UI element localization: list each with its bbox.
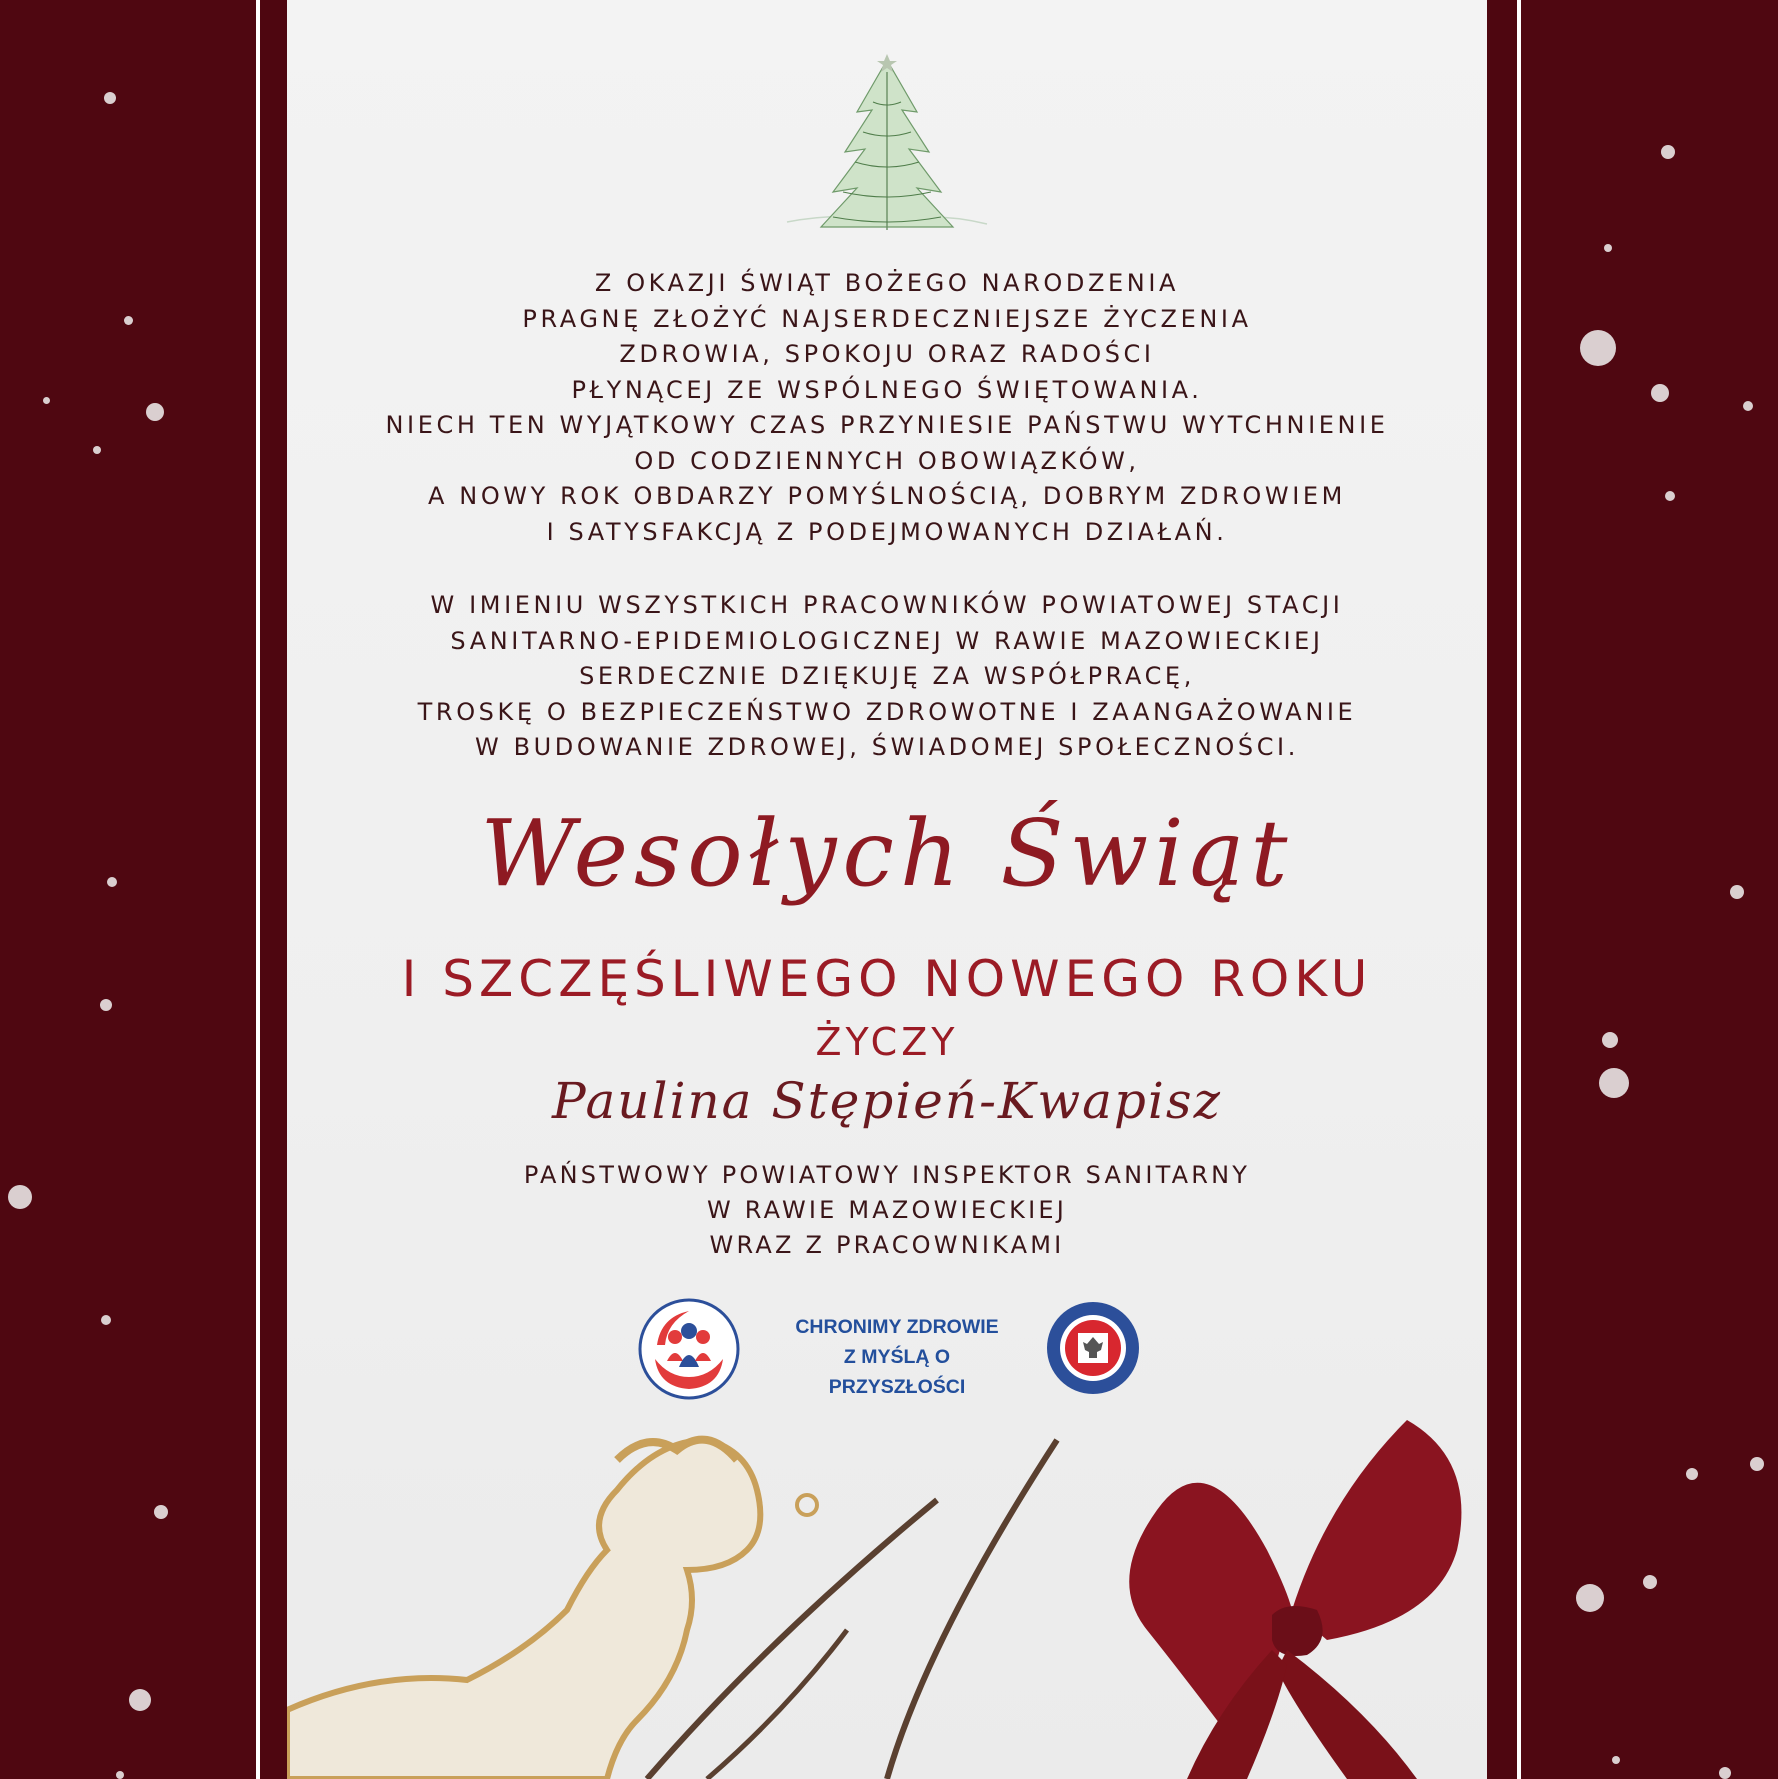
greeting-line: Z OKAZJI ŚWIĄT BOŻEGO NARODZENIA xyxy=(594,269,1180,297)
greeting-line: W BUDOWANIE ZDROWEJ, ŚWIADOMEJ SPOŁECZNOŚCI. xyxy=(475,733,1299,761)
velvet-bow-icon xyxy=(1129,1420,1461,1779)
greeting-line: SANITARNO-EPIDEMIOLOGICZNEJ W RAWIE MAZOWIECKIEJ xyxy=(450,626,1324,655)
greeting-line: I SATYSFAKCJĄ Z PODEJMOWANYCH DZIAŁAŃ. xyxy=(546,517,1228,546)
signature-title xyxy=(287,1158,1487,1263)
slogan-line: Z MYŚLĄ O PRZYSZŁOŚCI xyxy=(828,1346,966,1398)
greeting-line: OD CODZIENNYCH OBOWIĄZKÓW, xyxy=(634,446,1140,475)
greeting-paragraph-1 xyxy=(287,266,1487,550)
snowflake xyxy=(1599,1068,1629,1098)
snowflake xyxy=(1719,1767,1731,1779)
greeting-line: TROSKĘ O BEZPIECZEŃSTWO ZDROWOTNE I ZAANGAŻOWANIE xyxy=(417,697,1357,726)
snowflake xyxy=(100,999,112,1011)
frame-line-right xyxy=(1517,0,1521,1779)
snowflake xyxy=(1612,1756,1620,1764)
decorations xyxy=(287,1380,1487,1779)
snowflake xyxy=(154,1505,168,1519)
snowflake xyxy=(104,92,116,104)
snowflake xyxy=(1661,145,1675,159)
greeting-card xyxy=(287,0,1487,1779)
greeting-line: PŁYNĄCEJ ZE WSPÓLNEGO ŚWIĘTOWANIA. xyxy=(571,375,1203,404)
snowflake xyxy=(1602,1032,1618,1048)
snowflake xyxy=(1750,1457,1764,1471)
signature-name: Paulina Stępień-Kwapisz xyxy=(552,1072,1222,1130)
snowflake xyxy=(93,446,101,454)
snowflake xyxy=(146,403,164,421)
snowflake xyxy=(129,1689,151,1711)
snowflake xyxy=(107,877,117,887)
greeting-line: W IMIENIU WSZYSTKICH PRACOWNIKÓW POWIATOWEJ STACJI xyxy=(430,591,1344,619)
greeting-line: ZDROWIA, SPOKOJU ORAZ RADOŚCI xyxy=(619,340,1155,368)
snowflake xyxy=(1643,1575,1657,1589)
snowflake xyxy=(101,1315,111,1325)
snowflake xyxy=(43,397,50,404)
snowflake xyxy=(1743,401,1753,411)
snowflake xyxy=(1665,491,1675,501)
slogan-line: CHRONIMY ZDROWIE xyxy=(795,1316,999,1338)
greeting-line: SERDECZNIE DZIĘKUJĘ ZA WSPÓŁPRACĘ, xyxy=(579,662,1195,690)
greeting-line: A NOWY ROK OBDARZY POMYŚLNOŚCIĄ, DOBRYM ZDROWIEM xyxy=(428,482,1346,510)
rocking-horse-ornament-icon xyxy=(287,1440,817,1779)
snowflake xyxy=(1576,1584,1604,1612)
snowflake xyxy=(116,1771,124,1779)
christmas-tree-icon xyxy=(777,52,997,252)
greeting-paragraph-2 xyxy=(287,588,1487,766)
frame-line-left xyxy=(256,0,260,1779)
snowflake xyxy=(8,1185,32,1209)
snowflake xyxy=(1651,384,1669,402)
snowflake xyxy=(1686,1468,1698,1480)
snowflake xyxy=(124,316,133,325)
snowflake xyxy=(1730,885,1744,899)
headline-subtitle: I SZCZĘŚLIWEGO NOWEGO ROKU xyxy=(401,950,1373,1008)
snowflake xyxy=(1604,244,1612,252)
left-side-panel xyxy=(0,0,260,1779)
signature-line: PAŃSTWOWY POWIATOWY INSPEKTOR SANITARNY xyxy=(523,1161,1251,1189)
headline-script: Wesołych Świąt xyxy=(480,800,1294,907)
signature-line: WRAZ Z PRACOWNIKAMI xyxy=(709,1231,1065,1259)
signature-line: W RAWIE MAZOWIECKIEJ xyxy=(706,1196,1067,1224)
snowflake xyxy=(1580,330,1616,366)
greeting-line: NIECH TEN WYJĄTKOWY CZAS PRZYNIESIE PAŃSTWU WYTCHNIENIE xyxy=(385,411,1389,439)
wishes-from-label: ŻYCZY xyxy=(815,1020,959,1064)
greeting-line: PRAGNĘ ZŁOŻYĆ NAJSERDECZNIEJSZE ŻYCZENIA xyxy=(522,304,1252,333)
